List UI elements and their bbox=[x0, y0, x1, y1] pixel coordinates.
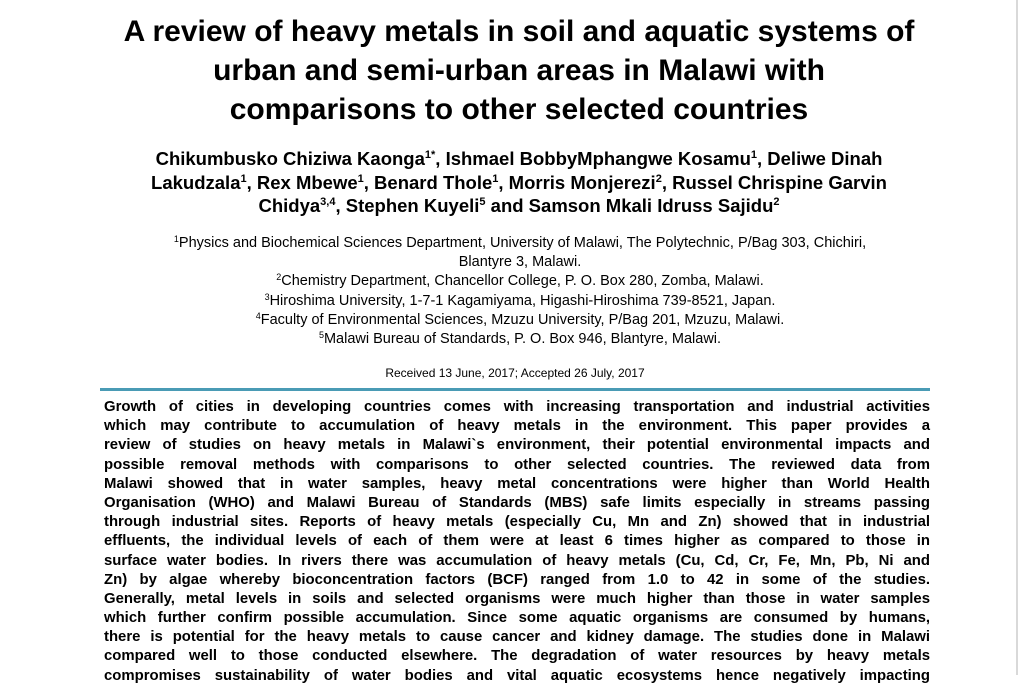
author-line bbox=[90, 194, 948, 218]
affiliation-text: Malawi Bureau of Standards, P. O. Box 946, Blantyre, Malawi. bbox=[323, 331, 722, 348]
author-affiliation-mark: 1 bbox=[492, 172, 499, 185]
author-name: , Stephen Kuyeli bbox=[335, 195, 480, 216]
abstract-line: surface water bodies. In rivers there was accumulation of heavy metals (Cu, Cd, Cr, Fe, Mn, Pb, Ni and bbox=[104, 552, 930, 569]
abstract-line: Organisation (WHO) and Malawi Bureau of Standards (MBS) safe limits especially in streams passing bbox=[104, 494, 930, 511]
abstract-line: there is potential for the heavy metals to cause cancer and kidney damage. The studies done in Malawi bbox=[104, 629, 930, 646]
title-line: urban and semi-urban areas in Malawi with bbox=[213, 54, 825, 87]
affiliation-text: Blantyre 3, Malawi. bbox=[458, 254, 582, 271]
affiliation-number: 5 bbox=[318, 330, 324, 341]
author-name: , Benard Thole bbox=[363, 171, 493, 193]
affiliation-line bbox=[80, 234, 960, 253]
affiliation-line bbox=[80, 311, 960, 330]
received-accepted-dates: Received 13 June, 2017; Accepted 26 July, 2017 bbox=[385, 366, 645, 380]
author-affiliation-mark: 3,4 bbox=[320, 196, 336, 208]
author-name: Chidya bbox=[258, 195, 321, 216]
author-name: , Ishmael BobbyMphangwe Kosamu bbox=[435, 148, 751, 169]
affiliation-line bbox=[80, 330, 960, 349]
abstract-line: Zn) by algae whereby bioconcentration factors (BCF) ranged from 1.0 to 42 in some of the studies. bbox=[104, 571, 930, 588]
affiliation-line bbox=[80, 253, 960, 272]
author-name: , Deliwe Dinah bbox=[757, 148, 883, 169]
affiliation-text: Physics and Biochemical Sciences Department, University of Malawi, The Polytechnic, P/Bag 303, Chichiri, bbox=[178, 235, 867, 251]
abstract-line: through industrial sites. Reports of heavy metals (especially Cu, Mn and Zn) showed that in industrial bbox=[104, 514, 930, 531]
abstract-line: effluents, the individual levels of each of them were at least 6 times higher as compared to those in bbox=[104, 533, 930, 550]
title-line: comparisons to other selected countries bbox=[229, 93, 809, 126]
abstract-line: Generally, metal levels in soils and selected organisms were much higher than those in water samples bbox=[104, 590, 930, 607]
author-name: , Russel Chrispine Garvin bbox=[661, 171, 887, 193]
author-affiliation-mark: 1 bbox=[750, 149, 757, 161]
abstract-line: review of studies on heavy metals in Malawi`s environment, their potential environmental impacts and bbox=[104, 437, 930, 454]
affiliation-list bbox=[80, 234, 960, 349]
abstract-line: Growth of cities in developing countries comes with increasing transportation and industrial activities bbox=[104, 399, 930, 415]
affiliation-text: Chemistry Department, Chancellor College, P. O. Box 280, Zomba, Malawi. bbox=[281, 273, 764, 290]
affiliation-text: Hiroshima University, 1-7-1 Kagamiyama, Higashi-Hiroshima 739-8521, Japan. bbox=[269, 292, 776, 309]
author-line bbox=[90, 171, 948, 195]
paper-title bbox=[60, 12, 978, 129]
abstract bbox=[104, 398, 930, 686]
author-affiliation-mark: 1* bbox=[424, 149, 436, 161]
author-affiliation-mark: 2 bbox=[773, 196, 780, 208]
author-name: Lakudzala bbox=[151, 171, 241, 193]
author-name: Chikumbusko Chiziwa Kaonga bbox=[155, 148, 425, 169]
author-affiliation-mark: 1 bbox=[357, 172, 364, 185]
author-name: and Samson Mkali Idruss Sajidu bbox=[485, 195, 774, 216]
affiliation-text: Faculty of Environmental Sciences, Mzuzu University, P/Bag 201, Mzuzu, Malawi. bbox=[260, 311, 785, 328]
section-divider bbox=[100, 388, 930, 391]
abstract-line: compromises sustainability of water bodies and vital aquatic ecosystems hence negatively impacting bbox=[104, 667, 930, 684]
affiliation-line bbox=[80, 292, 960, 311]
abstract-line: possible removal methods with comparisons to other selected countries. The reviewed data from bbox=[104, 456, 930, 473]
author-name: , Rex Mbewe bbox=[246, 171, 358, 193]
affiliation-number: 2 bbox=[276, 272, 282, 283]
author-affiliation-mark: 5 bbox=[479, 196, 486, 208]
affiliation-number: 4 bbox=[255, 310, 261, 321]
abstract-line: which further confirm possible accumulation. Since some aquatic organisms are consumed by humans, bbox=[104, 610, 930, 627]
author-affiliation-mark: 1 bbox=[240, 172, 247, 185]
author-name: , Morris Monjerezi bbox=[498, 171, 656, 193]
affiliation-number: 1 bbox=[173, 234, 179, 244]
affiliation-line bbox=[80, 272, 960, 291]
author-affiliation-mark: 2 bbox=[655, 172, 662, 185]
abstract-line: Malawi showed that in water samples, heavy metal concentrations were higher than World Health bbox=[104, 475, 930, 492]
title-line: A review of heavy metals in soil and aquatic systems of bbox=[123, 15, 915, 48]
abstract-line: compared well to those conducted elsewhere. The degradation of water resources by heavy metals bbox=[104, 648, 930, 665]
author-line bbox=[90, 147, 948, 171]
abstract-line: which may contribute to accumulation of heavy metals in the environment. This paper provides a bbox=[104, 418, 930, 435]
affiliation-number: 3 bbox=[264, 291, 270, 302]
author-list bbox=[90, 147, 948, 218]
